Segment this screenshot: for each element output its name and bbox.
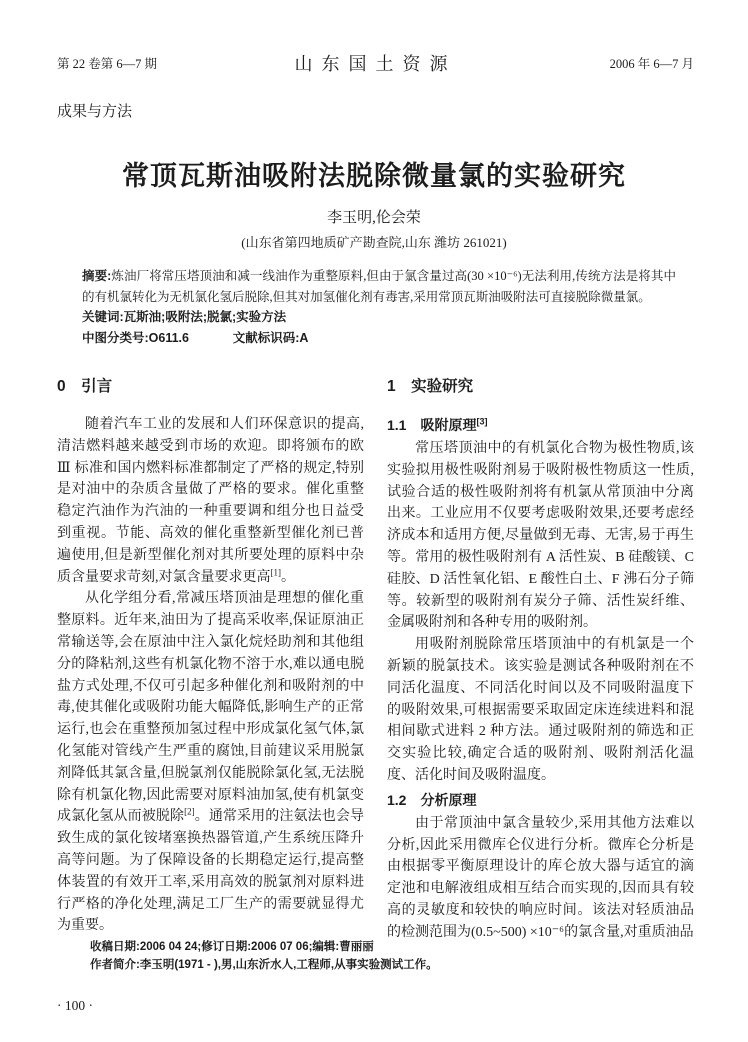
- intro-para-1: [57, 414, 364, 588]
- abstract-block: [82, 266, 676, 348]
- abstract-label: 摘要:: [82, 269, 112, 283]
- analysis-para: 由于常顶油中氯含量较少,采用其他方法难以分析,因此采用微库仑仪进行分析。微库仑分析是由根据零平衡原理设计的库仑放大器与适宜的滴定池和电解液组成相互结合而实现的,因而具有较高的灵敏度和较快的响应时间。该法对轻质油品的检测范围为(0.5~500) ×10⁻⁶的氯含量,对重质油品: [387, 815, 694, 940]
- subsection-1-1-label: 1.1 吸附原理: [387, 417, 477, 433]
- journal-title: 山东国土资源: [294, 54, 457, 74]
- experiment-para-2: 用吸附剂脱除常压塔顶油中的有机氯是一个新颖的脱氯技术。该实验是测试各种吸附剂在不同活化温度、不同活化时间以及不同吸附温度下的吸附效果,可根据需要采取固定床连续进料和混相间歇式进料 2 种方法。通过吸附剂的筛选和正交实验比较,确定合适的吸附剂、吸附剂活化温度、活化时间及吸附温度。: [387, 637, 694, 783]
- intro-para-2: [57, 588, 364, 937]
- affiliation: (山东省第四地质矿产勘查院,山东 潍坊 261021): [241, 235, 507, 250]
- left-column: [57, 372, 364, 944]
- reference-mark-3: [3]: [476, 416, 488, 427]
- right-column: [387, 372, 694, 944]
- abstract: [82, 266, 676, 307]
- body-columns: [57, 372, 694, 944]
- intro-para-2-end: 。通常采用的注氨法也会导致生成的氯化铵堵塞换热器管道,产生系统压降升高等问题。为了保障设备的长期稳定运行,提高整体装置的有效开工率,采用高效的脱氯剂对原料进行严格的净化处理,满足工厂生产的需要就显得尤为重要。: [57, 809, 365, 934]
- abstract-text: 炼油厂将常压塔顶油和减一线油作为重整原料,但由于氯含量过高(30 ×10⁻⁶)无法利用,传统方法是将其中的有机氯转化为无机氯化氢后脱除,但其对加氢催化剂有毒害,采用常顶瓦斯油吸附法可直接脱除微量氯。: [82, 269, 676, 304]
- keywords-label: 关键词:: [82, 310, 124, 324]
- section-heading-experiment: 1 实验研究: [387, 378, 474, 395]
- classification-line: [82, 328, 676, 349]
- intro-para-1-text: 随着汽车工业的发展和人们环保意识的提高,清洁燃料越来越受到市场的欢迎。即将颁布的欧 Ⅲ 标准和国内燃料标准都制定了严格的规定,特别是对油中的杂质含量做了严格的要求。催化重整稳定汽油作为汽油的一种重要调和组分也日益受到重视。节能、高效的催化重整新型催化剂已普遍使用,但是新型催化剂对其所要处理的原料中杂质含量要求苛刻,对氯含量要求更高: [57, 417, 364, 585]
- experiment-para-1: 常压塔顶油中的有机氯化合物为极性物质,该实验拟用极性吸附剂易于吸附极性物质这一性质,试验合适的极性吸附剂将有机氯从常顶油中分离出来。工业应用不仅要考虑吸附效果,还要考虑经济成本和适用方便,尽量做到无毒、无害,易于再生等。常用的极性吸附剂有 A 活性炭、B 硅酸镁、C 硅胶、D 活性氧化铝、E 酸性白土、F 沸石分子筛等。较新型的吸附剂有炭分子筛、活性炭纤维、金属吸附剂和各种专用的吸附剂。: [387, 441, 694, 631]
- article-title: 常顶瓦斯油吸附法脱除微量氯的实验研究: [122, 161, 626, 192]
- footnote-received: 收稿日期:2006 04 24;修订日期:2006 07 06;编辑:曹丽丽: [90, 941, 374, 953]
- subsection-heading-analysis: 1.2 分析原理: [387, 791, 477, 808]
- column-label: 成果与方法: [57, 104, 133, 120]
- intro-para-2-text: 从化学组分看,常减压塔顶油是理想的催化重整原料。近年来,油田为了提高采收率,保证原油正常输送等,会在原油中注入氯化烷烃助剂和其他组分的降粘剂,这些有机氯化物不溶于水,难以通电脱盐方式处理,不仅可引起多种催化剂和吸附剂的中毒,使其催化或吸附功能大幅降低,影响生产的正常运行,也会在重整预加氢过程中形成氯化氢气体,氯化氢能对管线产生严重的腐蚀,目前建议采用脱氯剂降低其氯含量,但脱氯剂仅能脱除氯化氢,无法脱除有机氯化物,因此需要对原料油加氢,使有机氯变成氯化氢从而被脱除: [57, 591, 364, 825]
- running-header: [57, 54, 694, 72]
- doc-code-label: 文献标识码:: [232, 330, 300, 345]
- page-number: · 100 ·: [57, 998, 93, 1013]
- header-issue: 第 22 卷第 6—7 期: [57, 57, 158, 71]
- keywords-line: [82, 307, 676, 328]
- doc-code-value: A: [299, 330, 309, 345]
- reference-mark-2: [2]: [184, 806, 195, 817]
- header-date: 2006 年 6—7 月: [609, 57, 694, 71]
- footnote-author-bio: 作者简介:李玉明(1971 - ),男,山东沂水人,工程师,从事实验测试工作。: [90, 959, 438, 971]
- subsection-heading-adsorption: [387, 414, 694, 436]
- section-heading-intro: 0 引言: [57, 378, 113, 395]
- footnotes: [90, 938, 676, 974]
- intro-para-1-end: 。: [281, 569, 295, 585]
- authors: 李玉明,伦会荣: [327, 210, 421, 226]
- reference-mark-1: [1]: [270, 566, 281, 577]
- keywords-text: 瓦斯油;吸附法;脱氯;实验方法: [123, 310, 287, 324]
- clc-value: O611.6: [148, 330, 189, 345]
- clc-label: 中图分类号:: [82, 330, 149, 345]
